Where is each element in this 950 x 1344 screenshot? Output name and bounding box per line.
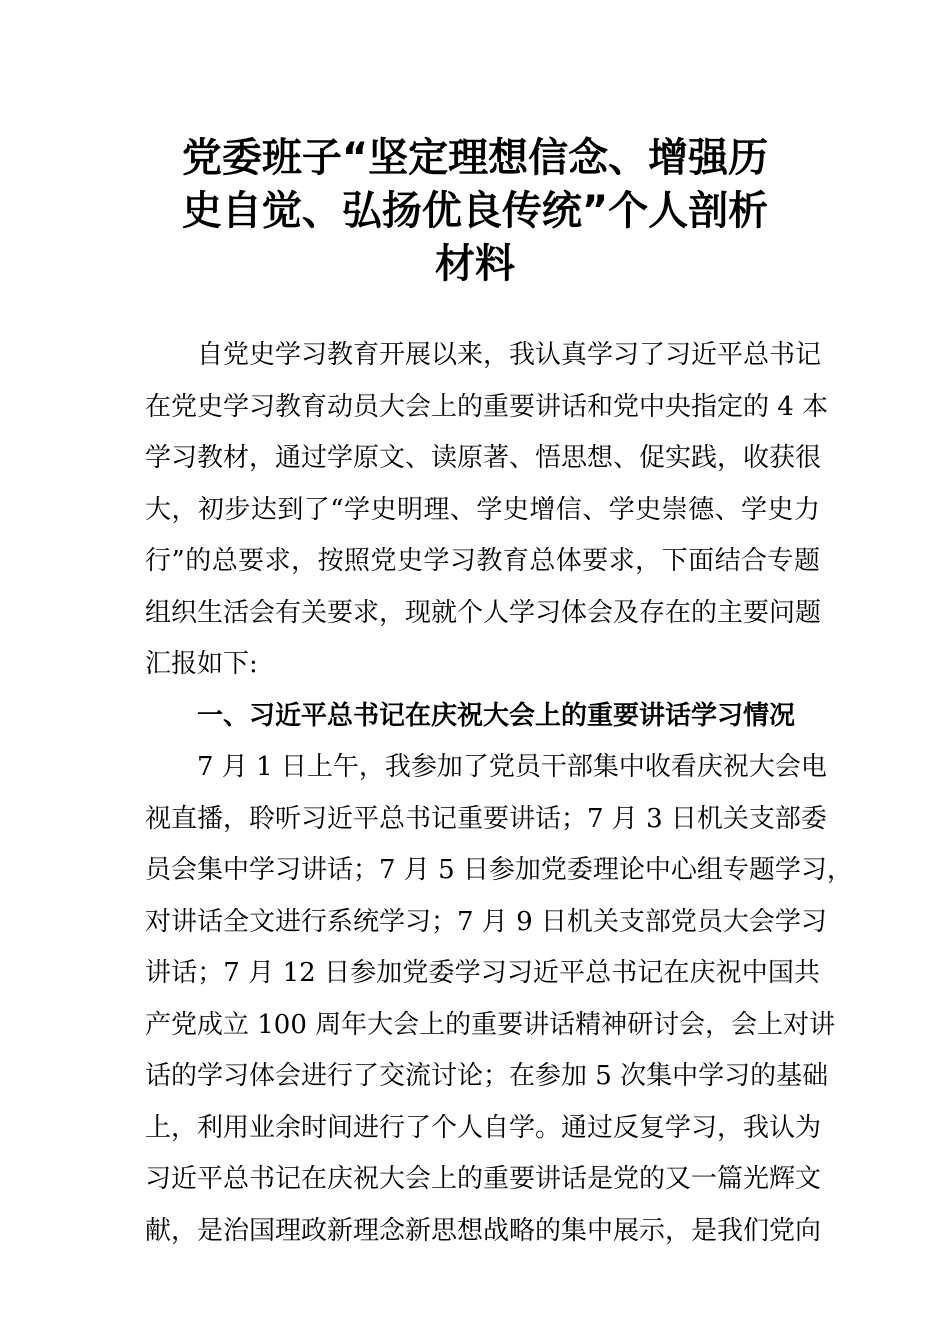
title-line: 史自觉、弘扬优良传统”个人剖析 (181, 188, 769, 234)
title-line: 材料 (435, 241, 515, 287)
text-line: 在党史学习教育动员大会上的重要讲话和党中央指定的 4 本 (145, 391, 829, 422)
text-line: 大，初步达到了“学史明理、学史增信、学史崇德、学史力 (145, 494, 820, 525)
text-line: 上，利用业余时间进行了个人自学。通过反复学习，我认为 (145, 1112, 822, 1143)
document-body (145, 330, 853, 1257)
section-heading: 一、习近平总书记在庆祝大会上的重要讲话学习情况 (197, 700, 796, 731)
paragraph-study (145, 742, 853, 1257)
document-title (120, 132, 830, 291)
paragraph-intro (145, 330, 829, 691)
text-line: 视直播，聆听习近平总书记重要讲话；7 月 3 日机关支部委 (145, 803, 827, 834)
text-line: 话的学习体会进行了交流讨论；在参加 5 次集中学习的基础 (145, 1061, 829, 1091)
text-line: 7 月 1 日上午，我参加了党员干部集中收看庆祝大会电 (197, 752, 827, 782)
text-line: 组织生活会有关要求，现就个人学习体会及存在的主要问题 (145, 597, 822, 628)
text-line: 学习教材，通过学原文、读原著、悟思想、促实践，收获很 (145, 443, 822, 473)
text-line: 产党成立 100 周年大会上的重要讲话精神研讨会，会上对讲 (145, 1009, 836, 1040)
title-line: 党委班子“坚定理想信念、增强历 (181, 135, 769, 181)
text-line: 习近平总书记在庆祝大会上的重要讲话是党的又一篇光辉文 (145, 1164, 822, 1194)
text-line: 行”的总要求，按照党史学习教育总体要求，下面结合专题 (145, 546, 820, 576)
text-line: 对讲话全文进行系统学习；7 月 9 日机关支部党员大会学习 (145, 906, 827, 937)
text-line: 献，是治国理政新理念新思想战略的集中展示，是我们党向 (145, 1215, 822, 1246)
text-line: 自党史学习教育开展以来，我认真学习了习近平总书记 (197, 340, 822, 370)
text-line: 讲话；7 月 12 日参加党委学习习近平总书记在庆祝中国共 (145, 958, 820, 988)
text-line: 员会集中学习讲话；7 月 5 日参加党委理论中心组专题学习， (145, 855, 853, 885)
text-line: 汇报如下: (145, 649, 258, 679)
